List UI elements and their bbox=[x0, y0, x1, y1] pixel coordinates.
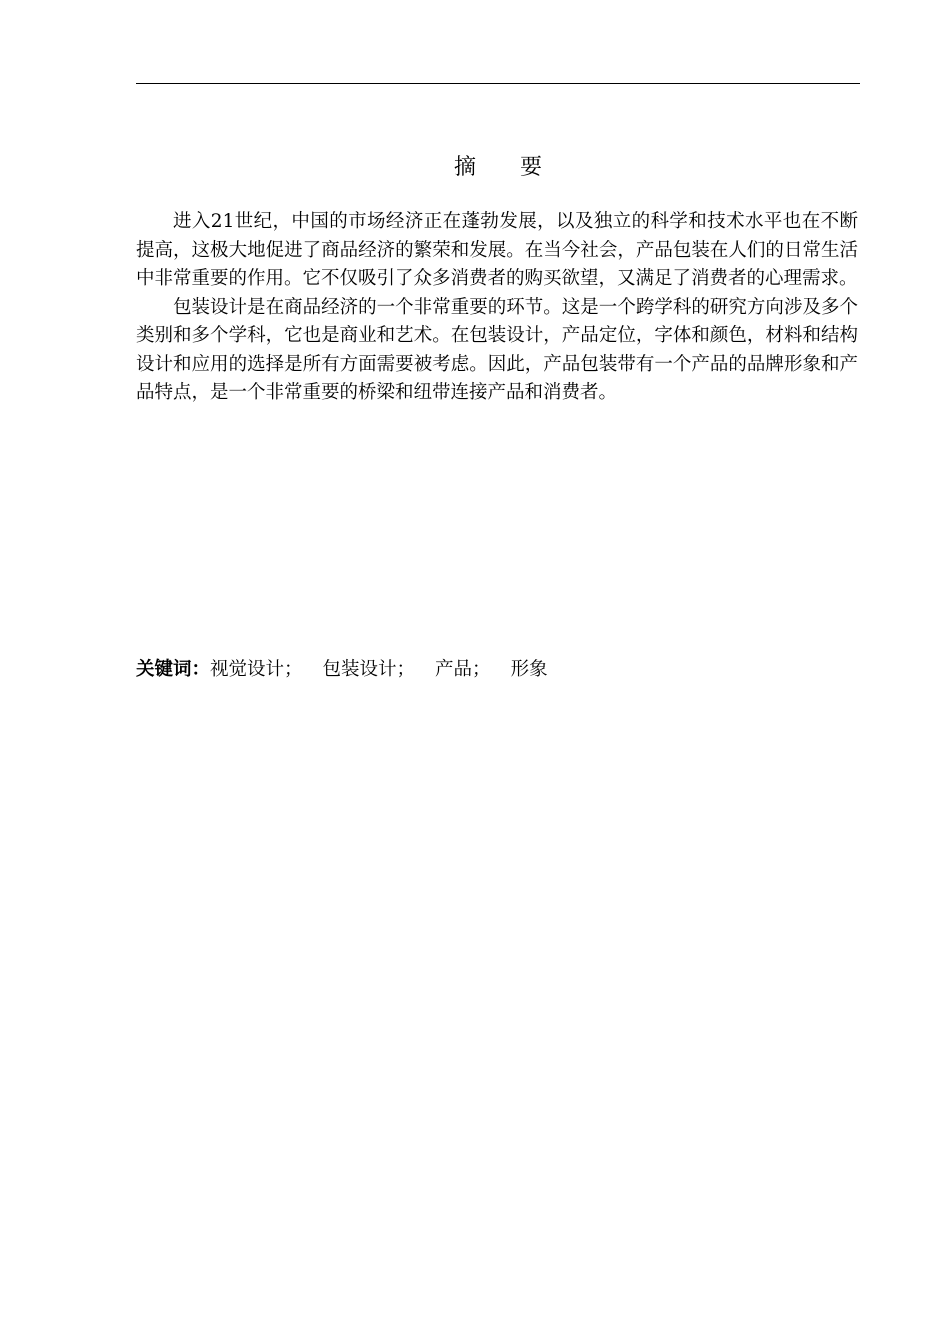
keyword-item: 视觉设计； bbox=[210, 659, 303, 680]
header-rule bbox=[136, 83, 860, 84]
keyword-item: 包装设计； bbox=[322, 659, 416, 680]
abstract-paragraph-1: 进入21世纪，中国的市场经济正在蓬勃发展，以及独立的科学和技术水平也在不断提高，这极大地促进了商品经济的繁荣和发展。在当今社会，产品包装在人们的日常生活中非常重要的作用。它不仅吸引了众多消费者的购买欲望，又满足了消费者的心理需求。 bbox=[136, 211, 858, 289]
abstract-title: 摘要 bbox=[453, 155, 586, 180]
abstract-paragraph-2: 包装设计是在商品经济的一个非常重要的环节。这是一个跨学科的研究方向涉及多个类别和多个学科，它也是商业和艺术。在包装设计，产品定位，字体和颜色，材料和结构设计和应用的选择是所有方面需要被考虑。因此，产品包装带有一个产品的品牌形象和产品特点，是一个非常重要的桥梁和纽带连接产品和消费者。 bbox=[136, 296, 858, 403]
keywords-line bbox=[136, 656, 860, 684]
abstract-body bbox=[136, 208, 858, 408]
keyword-item: 产品； bbox=[435, 659, 491, 680]
keywords-label: 关键词： bbox=[136, 659, 211, 680]
keyword-item: 形象 bbox=[510, 659, 548, 680]
